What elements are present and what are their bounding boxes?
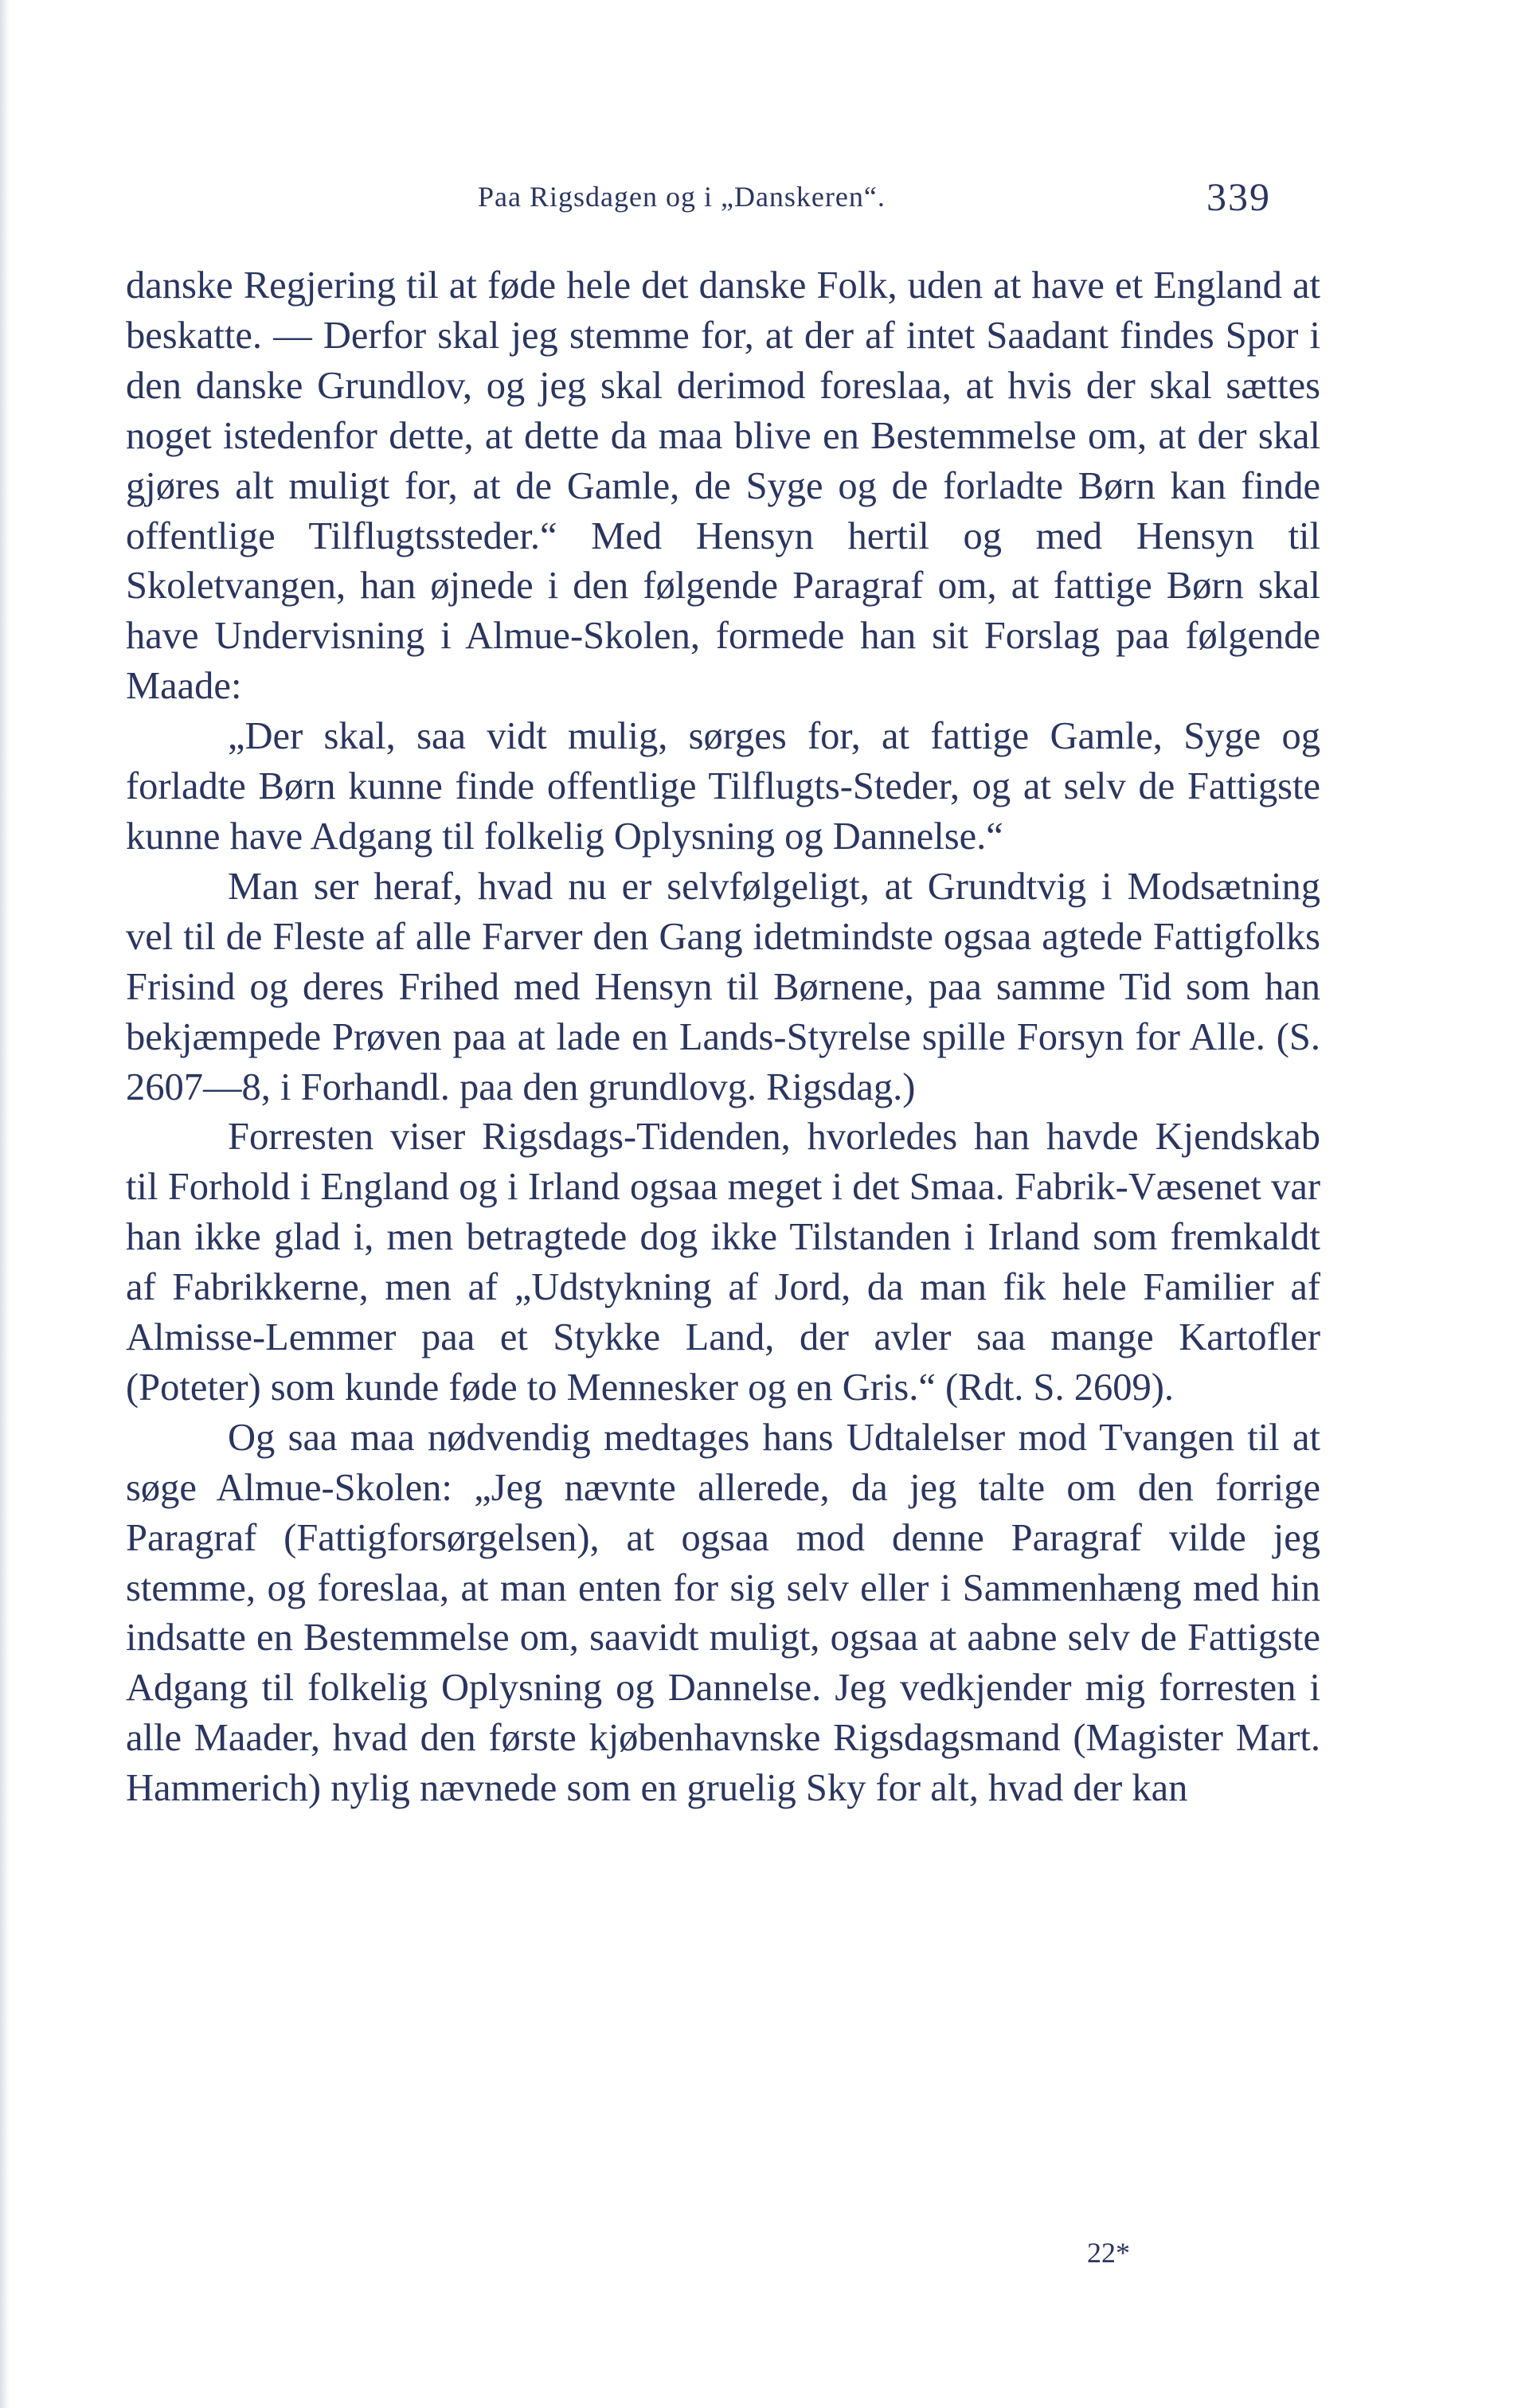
- signature-mark: 22*: [1087, 2237, 1130, 2269]
- running-head: [0, 174, 1529, 221]
- page-number: 339: [1206, 174, 1271, 219]
- paragraph-4: Forresten viser Rigsdags-Tidenden, hvorledes han havde Kjendskab til Forhold i England og i Irland ogsaa meget i det Smaa. Fabrik-Væsenet var han ikke glad i, men betragtede dog ikke Tilstanden i Irland som fremkaldt af Fabrikkerne, men af „Udstykning af Jord, da man fik hele Familier af Almisse-Lemmer paa et Stykke Land, der avler saa mange Kartofler (Poteter) som kunde føde to Mennesker og en Gris.“ (Rdt. S. 2609).: [126, 1116, 1320, 1409]
- running-title: Paa Rigsdagen og i „Danskeren“.: [478, 181, 886, 213]
- body-text: [126, 261, 1320, 1814]
- paragraph-5: Og saa maa nødvendig medtages hans Udtalelser mod Tvangen til at søge Almue-Skolen: „Jeg nævnte allerede, da jeg talte om den forrige Paragraf (Fattigforsørgelsen), at ogsaa mod denne Paragraf vilde jeg stemme, og foreslaa, at man enten for sig selv eller i Sammenhæng med hin indsatte en Bestemmelse om, saavidt muligt, ogsaa at aabne selv de Fattigste Adgang til folkelig Oplysning og Dannelse. Jeg vedkjender mig forresten i alle Maader, hvad den første kjøbenhavnske Rigsdagsmand (Magister Mart. Hammerich) nylig nævnede som en gruelig Sky for alt, hvad der kan: [126, 1416, 1320, 1810]
- paragraph-3: Man ser heraf, hvad nu er selvfølgeligt, at Grundtvig i Modsætning vel til de Fleste af alle Farver den Gang idetmindste ogsaa agtede Fattigfolks Frisind og deres Frihed med Hensyn til Børnene, paa samme Tid som han bekjæmpede Prøven paa at lade en Lands-Styrelse spille Forsyn for Alle. (S. 2607—8, i Forhandl. paa den grundlovg. Rigsdag.): [126, 865, 1320, 1108]
- paragraph-1: danske Regjering til at føde hele det danske Folk, uden at have et England at beskatte. — Derfor skal jeg stemme for, at der af intet Saadant findes Spor i den danske Grundlov, og jeg skal derimod foreslaa, at hvis der skal sættes noget istedenfor dette, at dette da maa blive en Bestemmelse om, at der skal gjøres alt muligt for, at de Gamle, de Syge og de forladte Børn kan finde offentlige Tilflugtssteder.“ Med Hensyn hertil og med Hensyn til Skoletvangen, han øjnede i den følgende Paragraf om, at fattige Børn skal have Undervisning i Almue-Skolen, formede han sit Forslag paa følgende Maade:: [126, 264, 1320, 708]
- paragraph-2: „Der skal, saa vidt mulig, sørges for, at fattige Gamle, Syge og forladte Børn kunne finde offentlige Tilflugts-Steder, og at selv de Fattigste kunne have Adgang til folkelig Oplysning og Dannelse.“: [126, 715, 1320, 858]
